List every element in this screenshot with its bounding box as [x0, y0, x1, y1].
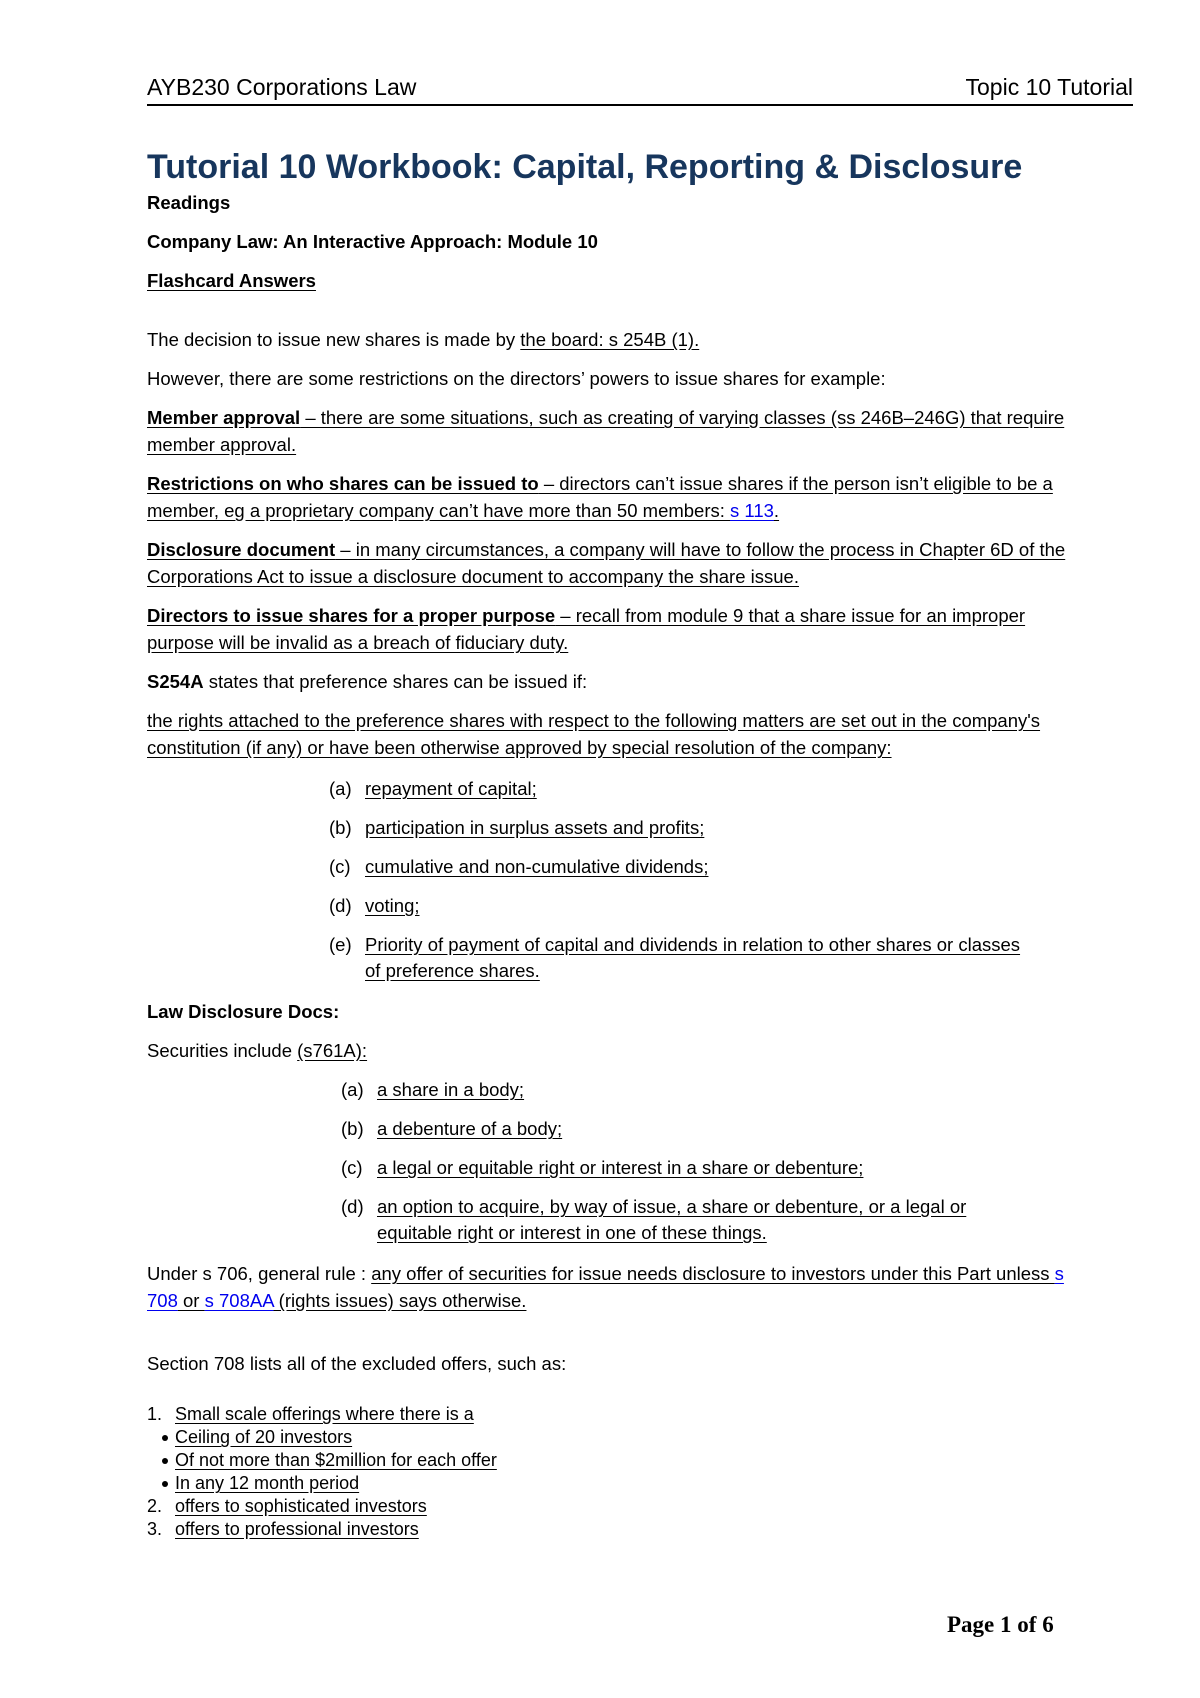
list-text: Small scale offerings where there is a [175, 1404, 474, 1424]
list-text: Priority of payment of capital and dividends in relation to other shares or classes of preference shares. [365, 934, 1021, 981]
list-marker: (a) [329, 778, 352, 799]
s254a-paragraph [147, 668, 1067, 695]
board-decision-ref: the board: s 254B (1). [520, 329, 700, 350]
who-restriction-paragraph [147, 470, 1067, 524]
list-text: In any 12 month period [175, 1473, 360, 1493]
list-text: repayment of capital; [365, 778, 537, 799]
page-header [147, 70, 1133, 106]
page-of: of [1011, 1612, 1043, 1637]
proper-purpose-paragraph [147, 602, 1067, 656]
who-restriction-end: . [773, 500, 780, 521]
list-text: Of not more than $2million for each offer [175, 1450, 497, 1470]
list-marker: (c) [329, 856, 351, 877]
list-text: offers to sophisticated investors [175, 1496, 427, 1516]
page-number [947, 1612, 1054, 1638]
s706-text: Under s 706, general rule : [147, 1263, 372, 1284]
board-decision-text: The decision to issue new shares is made by [147, 329, 521, 350]
bullet-icon [162, 1458, 168, 1464]
s113-link[interactable]: s 113 [730, 500, 774, 521]
s706-paragraph [147, 1260, 1067, 1314]
page-label: Page [947, 1612, 1001, 1637]
proper-purpose-term: Directors to issue shares for a proper purpose [147, 605, 556, 626]
list-text: a debenture of a body; [377, 1118, 563, 1139]
list-marker: 1. [147, 1404, 163, 1424]
s254a-text: states that preference shares can be issued if: [203, 671, 588, 692]
list-text: an option to acquire, by way of issue, a share or debenture, or a legal or equitable right or interest in one of these things. [377, 1196, 967, 1243]
current-page: 1 [1000, 1612, 1012, 1637]
bullet-icon [162, 1481, 168, 1487]
s706-or: or [177, 1290, 205, 1311]
list-marker: 2. [147, 1496, 163, 1516]
law-disclosure-heading: Law Disclosure Docs: [147, 1001, 340, 1022]
proper-purpose-text: – recall from module 9 that a share issue for an improper purpose will be invalid as a breach of fiduciary duty. [147, 605, 1026, 653]
readings-label: Readings [147, 192, 231, 213]
who-restriction-term: Restrictions on who shares can be issued to [147, 473, 539, 494]
list-text: voting; [365, 895, 420, 916]
who-restriction-text: – directors can’t issue shares if the person isn’t eligible to be a member, eg a proprietary company can’t have more than 50 members: [147, 473, 1053, 521]
list-marker: (b) [329, 817, 352, 838]
s708-paragraph: Section 708 lists all of the excluded offers, such as: [147, 1353, 567, 1374]
list-marker: 3. [147, 1519, 163, 1539]
list-text: participation in surplus assets and profits; [365, 817, 705, 838]
s254a-term: S254A [147, 671, 204, 692]
list-text: a share in a body; [377, 1079, 525, 1100]
s706-rule: any offer of securities for issue needs disclosure to investors under this Part unless [371, 1263, 1055, 1284]
securities-ref: (s761A): [297, 1040, 368, 1061]
total-pages: 6 [1042, 1612, 1054, 1637]
s708aa-link[interactable]: s 708AA [204, 1290, 274, 1311]
disclosure-document-term: Disclosure document [147, 539, 336, 560]
disclosure-document-paragraph [147, 536, 1067, 590]
restrictions-intro: However, there are some restrictions on the directors’ powers to issue shares for example: [147, 368, 886, 389]
list-text: offers to professional investors [175, 1519, 419, 1539]
list-marker: (e) [329, 934, 352, 955]
header-course: AYB230 Corporations Law [147, 74, 417, 100]
list-text: Ceiling of 20 investors [175, 1427, 353, 1447]
header-topic: Topic 10 Tutorial [965, 74, 1133, 100]
securities-paragraph [147, 1037, 1067, 1064]
list-marker: (d) [341, 1196, 364, 1217]
bullet-icon [162, 1435, 168, 1441]
s706-rights-issues: (rights issues) says otherwise. [273, 1290, 527, 1311]
member-approval-term: Member approval [147, 407, 301, 428]
member-approval-paragraph [147, 404, 1067, 458]
list-marker: (c) [341, 1157, 363, 1178]
list-text: a legal or equitable right or interest in a share or debenture; [377, 1157, 864, 1178]
s708-link[interactable]: s 708 [147, 1263, 1064, 1311]
module-reference: Company Law: An Interactive Approach: Module 10 [147, 231, 598, 252]
disclosure-document-text: – in many circumstances, a company will have to follow the process in Chapter 6D of the Corporations Act to issue a disclosure document to accompany the share issue. [147, 539, 1066, 587]
board-decision-paragraph [147, 326, 1067, 353]
flashcard-heading: Flashcard Answers [147, 270, 316, 291]
rights-paragraph: the rights attached to the preference shares with respect to the following matters are set out in the company's constitution (if any) or have been otherwise approved by special resolution of the company: [147, 710, 1041, 758]
list-marker: (b) [341, 1118, 364, 1139]
list-text: cumulative and non-cumulative dividends; [365, 856, 709, 877]
list-marker: (a) [341, 1079, 364, 1100]
page-title: Tutorial 10 Workbook: Capital, Reporting & Disclosure [147, 148, 1023, 186]
member-approval-text: – there are some situations, such as creating of varying classes (ss 246B–246G) that require member approval. [147, 407, 1065, 455]
securities-text: Securities include [147, 1040, 298, 1061]
list-marker: (d) [329, 895, 352, 916]
